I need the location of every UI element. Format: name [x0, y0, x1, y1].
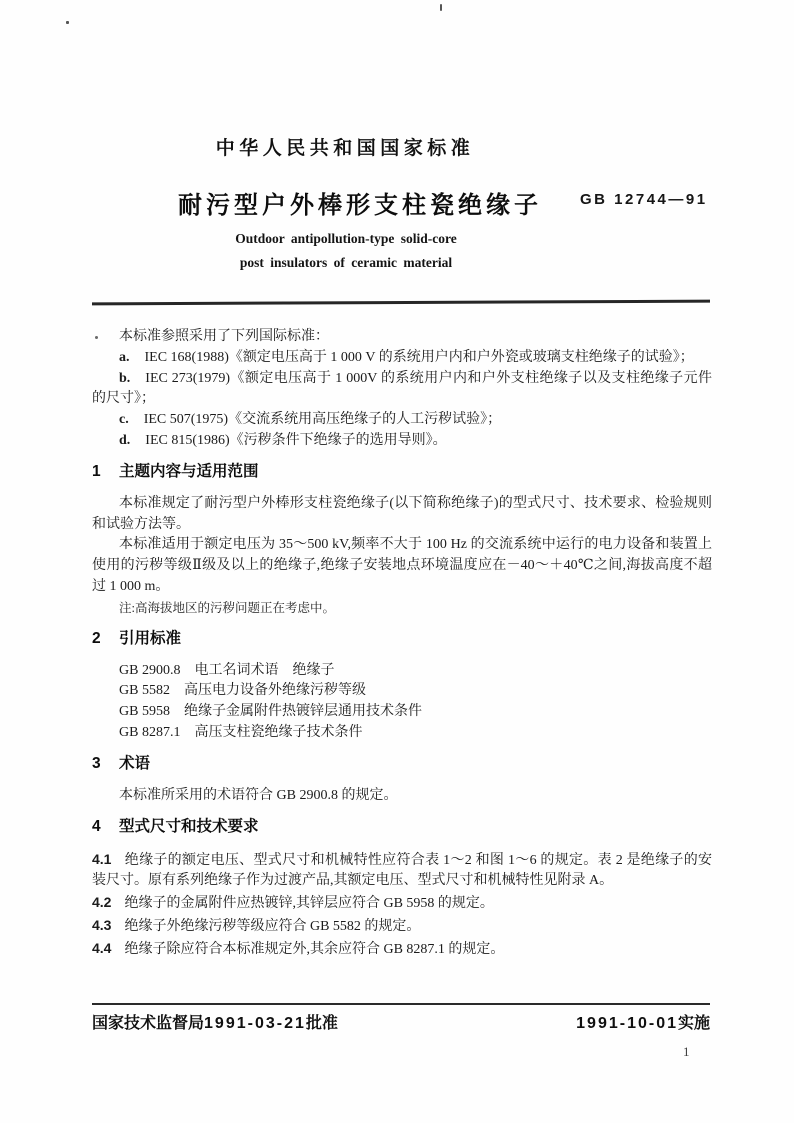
- ref-text: IEC 273(1979)《额定电压高于 1 000V 的系统用户内和户外支柱绝缘子以及支柱绝缘子元件的尺寸》；: [92, 370, 712, 407]
- standard-number: GB 12744—91: [580, 191, 708, 208]
- clause-text: 绝缘子的金属附件应热镀锌,其锌层应符合 GB 5958 的规定。: [124, 896, 494, 912]
- clause-number: 4.3: [92, 916, 112, 933]
- section-title: 术语: [119, 754, 151, 772]
- intl-ref-item-a: [92, 348, 712, 369]
- section-1-paragraph-1: 本标准规定了耐污型户外棒形支柱瓷绝缘子(以下简称绝缘子)的型式尺寸、技术要求、检验规则和试验方法等。: [92, 495, 712, 532]
- clause-number: 4.4: [92, 939, 112, 956]
- ref-label: c.: [119, 412, 129, 428]
- document-title-en-line1: Outdoor antipollution-type solid-core: [235, 231, 457, 246]
- clause-number: 4.1: [92, 850, 112, 867]
- footer-impl-date: 1991-10-01: [576, 1015, 678, 1032]
- clause-text: 绝缘子外绝缘污秽等级应符合 GB 5582 的规定。: [124, 918, 421, 934]
- document-title-cn: 耐污型户外棒形支柱瓷绝缘子: [178, 192, 542, 219]
- footer-issuer: 国家技术监督局: [92, 1015, 205, 1032]
- clause-4-2: [92, 892, 712, 915]
- section-title: 主题内容与适用范围: [119, 462, 259, 480]
- document-title-en-line2: post insulators of ceramic material: [239, 255, 453, 270]
- page-number: 1: [683, 1044, 690, 1059]
- gb-reference-item: GB 5582 高压电力设备外绝缘污秽等级: [119, 683, 366, 699]
- intro-lead: 本标准参照采用了下列国际标准：: [119, 329, 329, 344]
- intl-ref-item-d: [92, 431, 712, 452]
- ref-label: a.: [119, 349, 130, 365]
- section-number: 4: [92, 817, 101, 835]
- clause-text: 绝缘子的额定电压、型式尺寸和机械特性应符合表 1～2 和图 1～6 的规定。表 2 是绝缘子的安装尺寸。原有系列绝缘子作为过渡产品,其额定电压、型式尺寸和机械特性见附录 A。: [92, 852, 712, 889]
- header-divider: [92, 300, 710, 306]
- section-1-paragraph-2: 本标准适用于额定电压为 35～500 kV,频率不大于 100 Hz 的交流系统中运行的电力设备和装置上使用的污秽等级Ⅱ级及以上的绝缘子,绝缘子安装地点环境温度应在－40～＋40℃之间,海拔高度不超过 1 000 m。: [92, 537, 712, 594]
- ref-label: b.: [119, 370, 131, 386]
- scan-speck: [440, 4, 442, 11]
- intl-ref-item-c: [92, 410, 712, 431]
- section-number: 1: [92, 462, 101, 480]
- footer-approve-date: 1991-03-21: [204, 1015, 306, 1032]
- gb-reference-item: GB 5958 绝缘子金属附件热镀锌层通用技术条件: [119, 704, 422, 720]
- document-body: [92, 327, 712, 961]
- ref-text: IEC 815(1986)《污秽条件下绝缘子的选用导则》。: [145, 432, 447, 448]
- ref-text: IEC 507(1975)《交流系统用高压绝缘子的人工污秽试验》；: [143, 412, 502, 428]
- section-number: 2: [92, 629, 101, 647]
- section-title: 型式尺寸和技术要求: [119, 817, 259, 835]
- section-4-heading: [92, 816, 712, 837]
- clause-4-4: [92, 938, 712, 961]
- intl-ref-item-b: [92, 369, 712, 411]
- section-1-note: 注:高海拔地区的污秽问题正在考虑中。: [119, 600, 335, 615]
- footer-divider: [92, 1003, 710, 1005]
- standard-label: 中华人民共和国国家标准: [215, 138, 475, 159]
- footer-impl-label: 实施: [677, 1015, 710, 1032]
- section-2-heading: [92, 628, 712, 649]
- footer-approval: [92, 1010, 338, 1033]
- section-3-heading: [92, 753, 712, 774]
- section-1-heading: [92, 461, 712, 482]
- ref-label: d.: [119, 432, 131, 448]
- scan-speck: [66, 21, 69, 24]
- gb-reference-item: GB 2900.8 电工名词术语 绝缘子: [119, 662, 335, 678]
- footer-approve-label: 批准: [305, 1015, 338, 1032]
- clause-number: 4.2: [92, 894, 112, 911]
- clause-4-3: [92, 915, 712, 938]
- section-number: 3: [92, 754, 101, 772]
- section-3-paragraph-1: 本标准所采用的术语符合 GB 2900.8 的规定。: [119, 787, 398, 803]
- ref-text: IEC 168(1988)《额定电压高于 1 000 V 的系统用户内和户外瓷或玻璃支柱绝缘子的试验》；: [144, 349, 694, 365]
- clause-text: 绝缘子除应符合本标准规定外,其余应符合 GB 8287.1 的规定。: [124, 941, 505, 957]
- gb-reference-item: GB 8287.1 高压支柱瓷绝缘子技术条件: [119, 724, 363, 740]
- footer-implementation: [576, 1010, 710, 1033]
- section-title: 引用标准: [119, 629, 182, 647]
- footer: [92, 1010, 710, 1033]
- clause-4-1: [92, 849, 712, 893]
